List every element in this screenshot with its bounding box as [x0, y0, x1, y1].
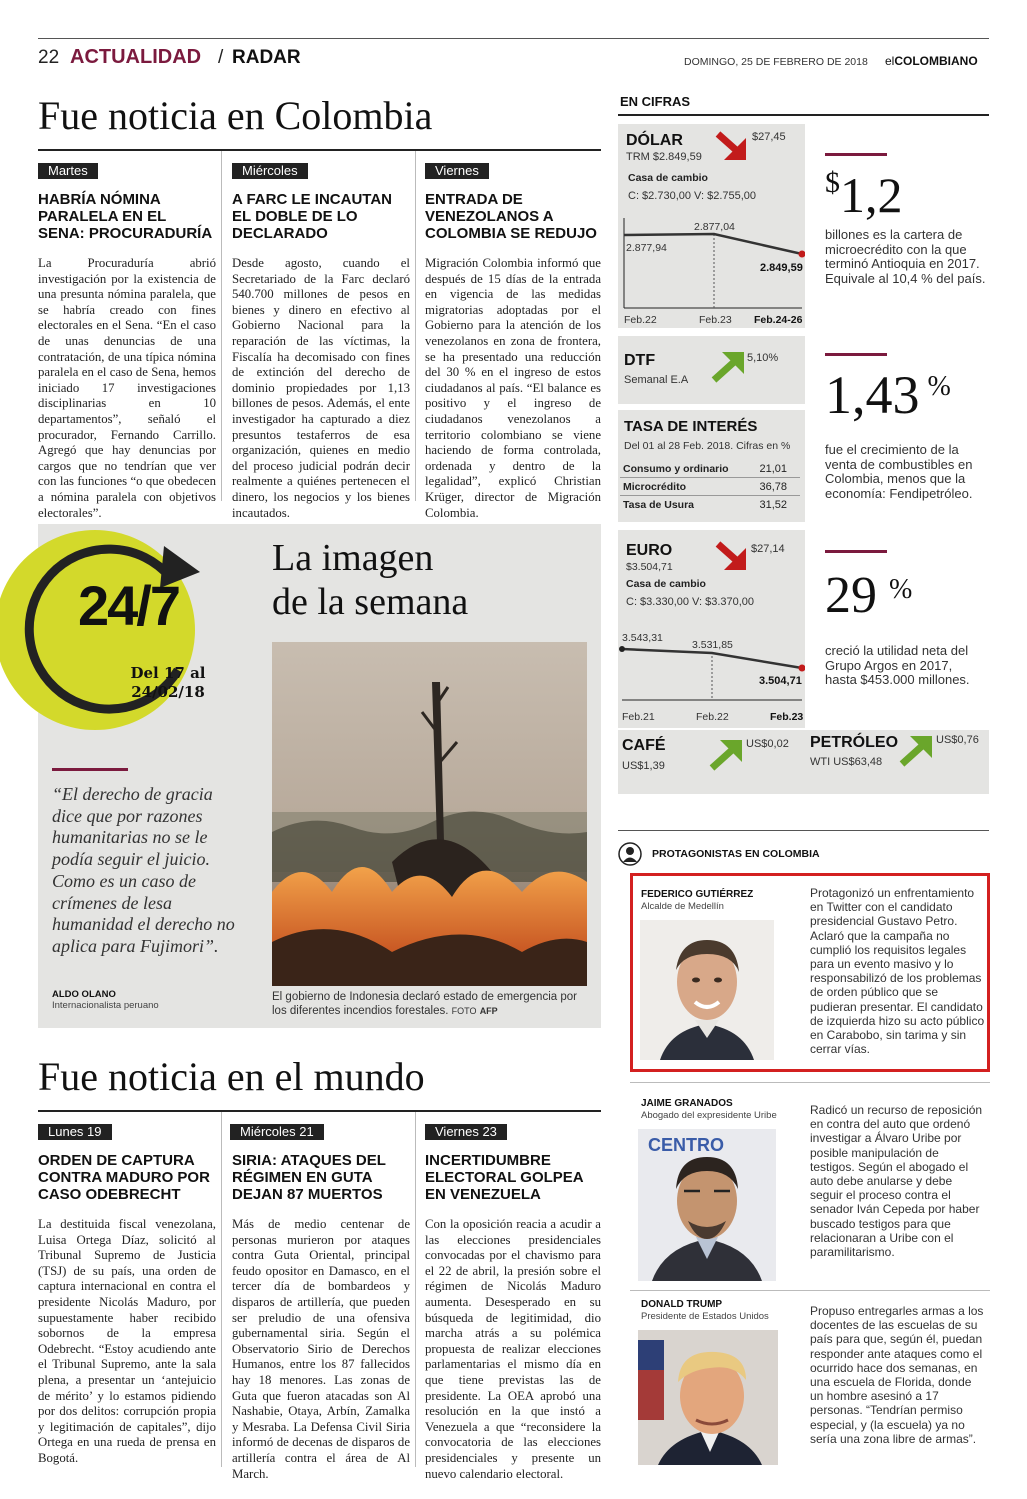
stat1-value: 1,2: [840, 167, 903, 223]
news-headline: INCERTIDUMBRE ELECTORAL GOLPEA EN VENEZUELA: [425, 1152, 584, 1203]
header-date: DOMINGO, 25 DE FEBRERO DE 2018: [684, 56, 868, 68]
protagonist-text: Protagonizó un enfrentamiento en Twitter con el candidato presidencial Gustavo Petro. Aclaró que la campaña no cumplió los requisitos legales para un evento masivo y lo responsabilizó de los problemas de orden público que se pudieran presentar. El candidato de izquierda hizo su acto público en Carabobo, sin tarima y sin cerrar vías.: [810, 886, 985, 1057]
petroleo-change: US$0,76: [936, 734, 979, 746]
stat3-figure: [825, 566, 912, 625]
euro-casa-label: Casa de cambio: [626, 578, 706, 590]
tasa-row: [620, 478, 800, 496]
tasa-label: TASA DE INTERÉS: [624, 418, 758, 435]
caption-credit: AFP: [479, 1006, 498, 1016]
dolar-point: 2.877,94: [626, 242, 667, 254]
protagonist-name: FEDERICO GUTIÉRREZ: [641, 889, 754, 900]
arrow-down-icon: [714, 540, 748, 577]
day-tag: Lunes 19: [38, 1124, 112, 1140]
tasa-row-value: 21,01: [759, 463, 787, 475]
stat1-text: billones es la cartera de microecrédito con la que terminó Antioquia en 2017. Equivale al 10,4 % del país.: [825, 227, 986, 286]
protagonist-divider: [630, 1082, 990, 1083]
cafe-value: US$1,39: [622, 760, 665, 772]
dolar-casa-label: Casa de cambio: [628, 172, 708, 184]
protagonist-name: DONALD TRUMP: [641, 1299, 723, 1310]
section-separator: /: [218, 47, 224, 68]
protagonist-divider: [630, 1290, 990, 1291]
protagonist-role: Presidente de Estados Unidos: [641, 1311, 769, 1322]
news-body: La destituida fiscal venezolana, Luisa Ortega Díaz, solicitó al Tribunal Supremo de Justicia (TSJ) de su país, una orden de captura internacional en contra el presidente Nicolás Maduro, por supuestamente haber recibido sobornos de la empresa Odebrecht. “Estoy acudiendo ante el Tribunal Supremo, ante la sala plena, a presentar un ‘antejuicio de mérito’ y lo estamos pidiendo por dos delitos: corrupción propia y legitimación de capitales”, dijo Ortega en una rueda de prensa en Bogotá.: [38, 1217, 216, 1465]
euro-change: $27,14: [751, 543, 785, 555]
day-tag: Miércoles 21: [230, 1124, 324, 1140]
protagonistas-title: PROTAGONISTAS EN COLOMBIA: [652, 848, 820, 860]
brand-prefix: el: [885, 54, 895, 68]
mundo-title: Fue noticia en el mundo: [38, 1054, 425, 1099]
tasa-row-name: Microcrédito: [623, 481, 687, 493]
euro-label: EURO: [626, 542, 673, 559]
caption-credit-label: FOTO: [451, 1006, 477, 1016]
news-body: Más de medio centenar de personas murieron por ataques contra Guta Oriental, principal feudo opositor en Damasco, en el tercer día de bombardeos y disparos de artillería, que pueden ser preludio de una ofensiva gubernamental siria. Según el Observatorio Sirio de Derechos Humanos, entre los 87 fallecidos hay 18 menores. Las zonas de Guta que fueron atacadas son Al Nashabie, Otaya, Arbín, Zamalka y Mesraba. La Defensa Civil Siria informó de decenas de disparos de artillería contra el área de Al March.: [232, 1217, 410, 1481]
page-number: 22: [38, 47, 60, 68]
col-divider: [415, 1112, 416, 1467]
day-tag: Viernes: [425, 163, 489, 179]
cifras-title: EN CIFRAS: [620, 94, 691, 109]
arrow-down-icon: [714, 130, 748, 167]
col-divider: [221, 1112, 222, 1467]
euro-casa-values: C: $3.330,00 V: $3.370,00: [626, 596, 755, 608]
news-headline: ENTRADA DE VENEZOLANOS A COLOMBIA SE REDUJO: [425, 191, 597, 242]
stat3-value: 29: [825, 567, 877, 624]
news-body: La Procuraduría abrió investigación por la existencia de una presunta nómina paralela, que se habría creado con fines electorales en el Sena. “En el caso de unas denuncias de una contratación, de una típica nómina paralela en el caso de Sena, hemos iniciado 17 investigaciones disciplinarias en 10 departamentos”, señaló el procurador, Fernando Carrillo. Agregó que hay denuncias por cargos que no tendrían que ver con las funciones “o que obedecen a nómina paralela con objetivos electorales”.: [38, 256, 216, 520]
subsection-name: RADAR: [232, 47, 301, 68]
quote-text: “El derecho de gracia dice que por razones humanitarias no se le podía seguir el juicio. Como es un caso de crímenes de lesa humanidad el derecho no aplica para Fujimori”.: [52, 784, 235, 956]
tasa-row-name: Consumo y ordinario: [623, 463, 729, 475]
cafe-label: CAFÉ: [622, 737, 666, 754]
tasa-row-value: 31,52: [759, 499, 787, 511]
cifras-rule: [618, 114, 989, 116]
protagonistas-rule: [618, 830, 989, 831]
news-body: Desde agosto, cuando el Secretariado de la Farc declaró 540.700 millones de pesos en bienes y dinero en efectivo al Gobierno Nacional para la reparación de las víctimas, la Fiscalía ha decomisado con fines de extinción del derecho de dominio propiedades por 1,13 billones de pesos. Además, el ente investigador ha capturado a diez presuntos testaferros de esa organización, quienes en medio del proceso judicial podrán decir realmente a quiénes pertenecen el dinero, los negocios y los bienes incautados.: [232, 256, 410, 520]
dtf-sub: Semanal E.A: [624, 374, 689, 386]
tasa-table: [620, 460, 800, 514]
photo-caption: [272, 990, 592, 1018]
stat2-figure: [825, 364, 951, 426]
protagonist-role: Alcalde de Medellín: [641, 901, 724, 912]
tasa-row-name: Tasa de Usura: [623, 499, 695, 511]
dolar-point: 2.877,04: [694, 221, 735, 233]
stat1-figure: [825, 166, 903, 224]
section-name: ACTUALIDAD: [70, 46, 202, 68]
stat3-unit: %: [889, 574, 913, 605]
cafe-change: US$0,02: [746, 738, 789, 750]
euro-value: $3.504,71: [626, 561, 673, 573]
mundo-rule: [38, 1110, 601, 1112]
arrow-up-icon: [710, 350, 746, 389]
protagonist-role: Abogado del expresidente Uribe: [641, 1110, 777, 1121]
news-body: Migración Colombia informó que después de 15 días de la entrada en vigencia de las medidas migratorias adoptadas por el Gobierno para la atención de los venezolanos en zona de frontera, se ha presentado una reducción del 30 % en el ingreso de estos ciudadanos al país. “El balance es positivo y el ingreso de ciudadanos venezolanos a territorio colombiano se viene haciendo de forma controlada, ordenada y dentro de la legalidad”, explicó Christian Krüger, director de Migración Colombia.: [425, 256, 601, 520]
quote-role: Internacionalista peruano: [52, 1000, 159, 1011]
dolar-casa-values: C: $2.730,00 V: $2.755,00: [628, 190, 757, 202]
news-headline: HABRÍA NÓMINA PARALELA EN EL SENA: PROCURADURÍA: [38, 191, 213, 242]
euro-point: 3.531,85: [692, 639, 733, 651]
svg-text:CENTRO: CENTRO: [648, 1135, 724, 1155]
euro-point: 3.504,71: [759, 675, 802, 687]
colombia-title: Fue noticia en Colombia: [38, 93, 433, 138]
day-tag: Martes: [38, 163, 98, 179]
tasa-sub: Del 01 al 28 Feb. 2018. Cifras en %: [624, 440, 791, 452]
day-tag: Viernes 23: [425, 1124, 507, 1140]
dolar-change: $27,45: [752, 131, 786, 143]
badge-dates: Del 17 al 24/02/18: [130, 664, 206, 701]
dolar-xlabel: Feb.22: [624, 314, 657, 326]
person-icon: [618, 842, 642, 871]
euro-xlabel: Feb.21: [622, 711, 655, 723]
protagonist-photo: [638, 1330, 778, 1465]
arrow-up-icon: [708, 738, 744, 777]
stat2-bar: [825, 353, 887, 356]
portrait-image: [640, 920, 774, 1060]
quote-author: ALDO OLANO: [52, 989, 116, 1000]
caption-text: El gobierno de Indonesia declaró estado de emergencia por los diferentes incendios forestales.: [272, 991, 577, 1017]
tasa-row: [620, 460, 800, 478]
dtf-value: 5,10%: [747, 352, 779, 364]
quote-accent-bar: [52, 768, 128, 771]
euro-xlabel: Feb.22: [696, 711, 729, 723]
col-divider: [415, 151, 416, 501]
imagen-title-2: de la semana: [272, 581, 469, 623]
dolar-xlabel: Feb.24-26: [754, 314, 803, 326]
news-body: Con la oposición reacia a acudir a las elecciones presidenciales convocadas por el chavismo para el 22 de abril, la presión sobre el régimen de Nicolás Maduro aumenta. Desesperado en su búsqueda de legitimidad, dio marcha atrás a su polémica propuesta de realizar elecciones parlamentarias el mismo día en que tiene previstas las de presidente. La OEA aprobó una resolución en la que instó a Venezuela a que “reconsidere la convocatoria de las elecciones presidenciales y presente un nuevo calendario electoral.: [425, 1217, 601, 1481]
badge-number: 24/7: [78, 574, 179, 637]
brand-logo: [885, 54, 978, 68]
news-headline: ORDEN DE CAPTURA CONTRA MADURO POR CASO ODEBRECHT: [38, 1152, 210, 1203]
protagonist-text: Radicó un recurso de reposición en contra del auto que ordenó investigar a Álvaro Uribe por posible manipulación de testigos. Según el abogado el auto debe anularse y debe seguir el proceso contra el senador Iván Cepeda por haber buscado testigos para que relacionaran a Uribe con el paramilitarismo.: [810, 1103, 983, 1260]
protagonist-photo: [638, 1129, 776, 1281]
stat2-unit: %: [927, 371, 951, 402]
stat3-bar: [825, 550, 887, 553]
tasa-row-value: 36,78: [759, 481, 787, 493]
portrait-image: [638, 1129, 776, 1281]
portrait-image: [638, 1330, 778, 1465]
colombia-rule: [38, 149, 601, 151]
day-tag: Miércoles: [232, 163, 308, 179]
tasa-row: [620, 496, 800, 514]
dolar-xlabel: Feb.23: [699, 314, 732, 326]
petroleo-value: WTI US$63,48: [810, 756, 883, 768]
stat1-prefix: $: [825, 166, 840, 199]
dolar-trm: TRM $2.849,59: [626, 151, 702, 163]
euro-point: 3.543,31: [622, 632, 663, 644]
protagonist-photo: [640, 920, 774, 1060]
arrow-up-icon: [898, 734, 934, 773]
header-top-rule: [38, 38, 989, 39]
protagonist-text: Propuso entregarles armas a los docentes de las escuelas de su país para que, según él, puedan responder ante ataques como el ocurrido hace dos semanas, en una escuela de Florida, donde un hombre asesinó a 17 personas. “Tendrían permiso especial, y (la escuela) ya no sería una zona libre de armas”.: [810, 1304, 984, 1446]
news-headline: SIRIA: ATAQUES DEL RÉGIMEN EN GUTA DEJAN 87 MUERTOS: [232, 1152, 386, 1203]
dolar-point: 2.849,59: [760, 262, 803, 274]
protagonist-name: JAIME GRANADOS: [641, 1098, 733, 1109]
stat1-bar: [825, 153, 887, 156]
fire-photo: [272, 642, 587, 986]
fire-photo-image: [272, 642, 587, 986]
news-headline: A FARC LE INCAUTAN EL DOBLE DE LO DECLARADO: [232, 191, 392, 242]
petroleo-label: PETRÓLEO: [810, 734, 899, 751]
dtf-label: DTF: [624, 352, 656, 369]
stat2-value: 1,43: [825, 365, 920, 425]
col-divider: [221, 151, 222, 501]
dolar-label: DÓLAR: [626, 132, 683, 149]
brand-name: COLOMBIANO: [894, 54, 978, 68]
imagen-title-1: La imagen: [272, 537, 434, 579]
stat2-text: fue el crecimiento de la venta de combustibles en Colombia, menos que la economía: Fendipetróleo.: [825, 442, 973, 501]
stat3-text: creció la utilidad neta del Grupo Argos en 2017, hasta $453.000 millones.: [825, 643, 970, 687]
euro-xlabel: Feb.23: [770, 711, 804, 723]
